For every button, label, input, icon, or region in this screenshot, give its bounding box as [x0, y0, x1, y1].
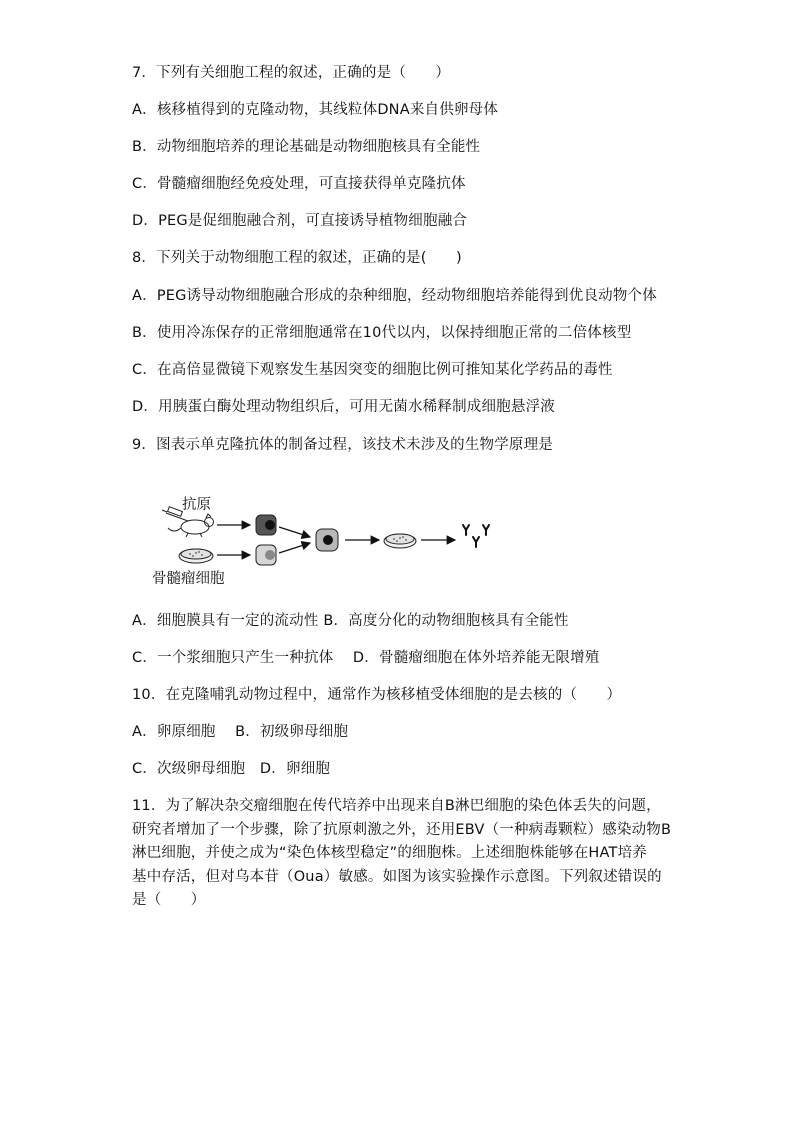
question-11-line-3: 淋巴细胞，并使之成为“染色体核型稳定”的细胞株。上述细胞株能够在HAT培养	[132, 845, 647, 861]
syringe-icon	[162, 507, 188, 521]
question-7-stem: 7．下列有关细胞工程的叙述，正确的是（ ）	[132, 65, 451, 81]
diagram-graphic	[150, 492, 510, 587]
question-8-option-d: D．用胰蛋白酶处理动物组织后，可用无菌水稀释制成细胞悬浮液	[132, 399, 555, 415]
petri-dish-icon	[179, 549, 213, 563]
question-7-option-d: D．PEG是促细胞融合剂，可直接诱导植物细胞融合	[132, 213, 468, 229]
question-11-line-4: 基中存活，但对乌本苷（Oua）敏感。如图为该实验操作示意图。下列叙述错误的	[132, 868, 662, 885]
question-9-stem: 9．图表示单克隆抗体的制备过程，该技术未涉及的生物学原理是	[132, 437, 554, 453]
question-11-line-5: 是（ ）	[132, 892, 206, 908]
question-11-line-1: 11．为了解决杂交瘤细胞在传代培养中出现来自B淋巴细胞的染色体丢失的问题，	[132, 798, 661, 814]
myeloma-cell-icon	[256, 545, 276, 565]
question-8-stem: 8．下列关于动物细胞工程的叙述，正确的是( )	[132, 250, 462, 266]
question-8-option-b: B．使用冷冻保存的正常细胞通常在10代以内，以保持细胞正常的二倍体核型	[132, 325, 632, 341]
question-7-option-b: B．动物细胞培养的理论基础是动物细胞核具有全能性	[132, 139, 481, 155]
monoclonal-antibody-diagram	[150, 492, 510, 587]
mouse-icon	[168, 514, 214, 537]
question-10-stem: 10．在克隆哺乳动物过程中，通常作为核移植受体细胞的是去核的（ ）	[132, 687, 622, 703]
question-9-options-cd: C．一个浆细胞只产生一种抗体 D．骨髓瘤细胞在体外培养能无限增殖	[132, 650, 600, 666]
hybridoma-cell-icon	[316, 529, 338, 551]
question-11-stem	[132, 795, 672, 913]
diagram-label-myeloma-cell: 骨髓瘤细胞	[152, 571, 225, 587]
question-10-options-ab: A．卵原细胞 B．初级卵母细胞	[132, 724, 349, 740]
question-9-options-ab: A．细胞膜具有一定的流动性 B．高度分化的动物细胞核具有全能性	[132, 613, 569, 629]
b-cell-icon	[256, 515, 276, 535]
question-7-option-a: A．核移植得到的克隆动物，其线粒体DNA来自供卵母体	[132, 102, 499, 118]
question-8-option-c: C．在高倍显微镜下观察发生基因突变的细胞比例可推知某化学药品的毒性	[132, 362, 613, 378]
question-10-options-cd: C．次级卵母细胞 D．卵细胞	[132, 761, 331, 777]
antibody-icon	[463, 525, 489, 547]
question-11-line-2: 研究者增加了一个步骤，除了抗原刺激之外，还用EBV（一种病毒颗粒）感染动物B	[132, 821, 672, 838]
culture-dish-icon	[384, 534, 416, 548]
question-8-option-a: A．PEG诱导动物细胞融合形成的杂种细胞，经动物细胞培养能得到优良动物个体	[132, 288, 657, 304]
question-7-option-c: C．骨髓瘤细胞经免疫处理，可直接获得单克隆抗体	[132, 176, 466, 192]
diagram-label-antigen: 抗原	[182, 497, 211, 513]
